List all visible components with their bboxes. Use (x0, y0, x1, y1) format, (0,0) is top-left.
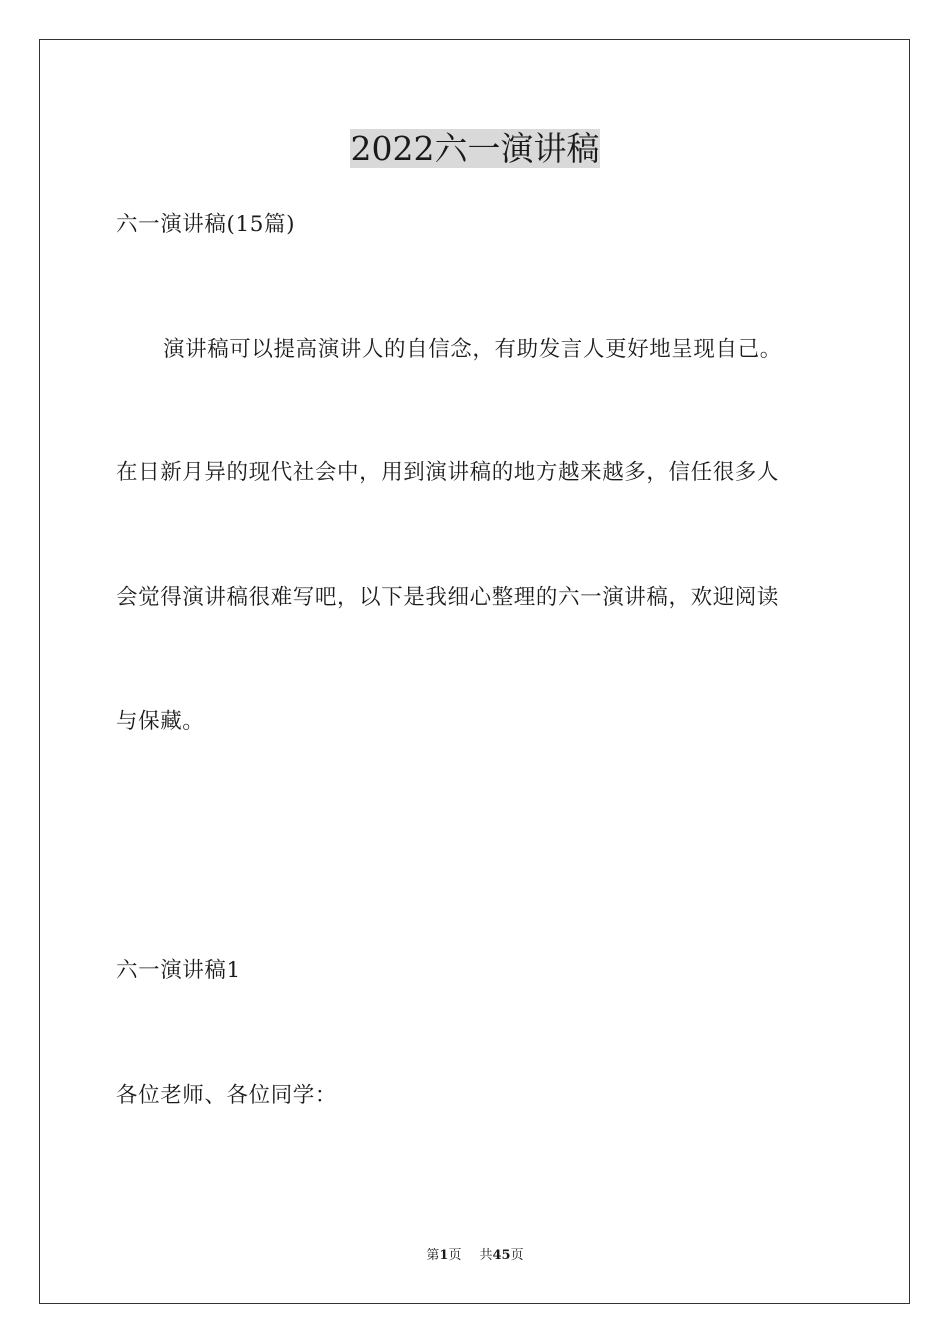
footer-total-pages: 45 (492, 1248, 511, 1263)
intro-line-4: 与保藏。 (116, 709, 205, 734)
salutation: 各位老师、各位同学： (116, 1083, 338, 1108)
intro-line-2: 在日新月异的现代社会中，用到演讲稿的地方越来越多，信任很多人 (116, 460, 780, 485)
footer-total-prefix: 共 (479, 1248, 493, 1263)
footer-page-suffix: 页 (448, 1248, 462, 1263)
section-heading: 六一演讲稿1 (116, 958, 241, 983)
page-footer (0, 1247, 950, 1265)
intro-line-1: 演讲稿可以提高演讲人的自信念，有助发言人更好地呈现自己。 (163, 337, 782, 362)
document-title-text: 2022六一演讲稿 (350, 129, 600, 168)
footer-page-prefix: 第 (426, 1248, 440, 1263)
document-title (0, 128, 950, 170)
footer-page-number: 1 (439, 1248, 449, 1263)
document-subtitle: 六一演讲稿(15篇) (116, 212, 296, 237)
footer-total-suffix: 页 (510, 1248, 524, 1263)
intro-line-3: 会觉得演讲稿很难写吧，以下是我细心整理的六一演讲稿，欢迎阅读 (116, 585, 780, 610)
